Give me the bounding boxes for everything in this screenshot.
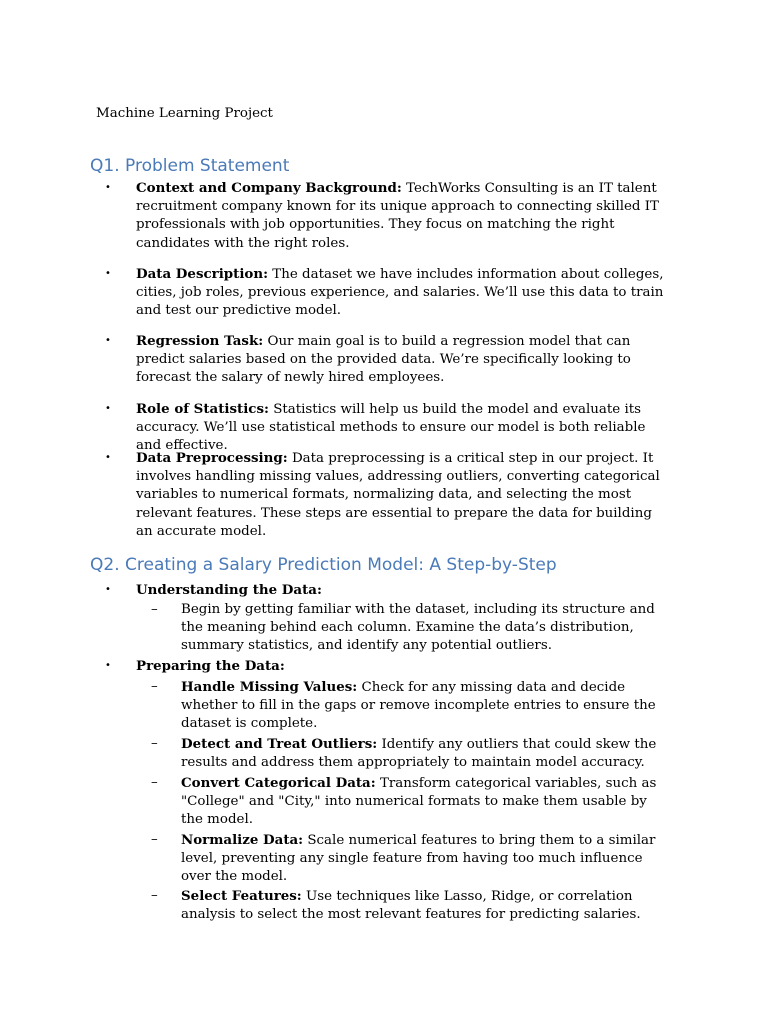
item-label: Handle Missing Values: [181, 679, 358, 695]
item-text: Scale numerical features to bring them to a similar level, preventing any single feature from having too much influence over the model. [181, 833, 656, 885]
dash-icon: – [151, 775, 158, 790]
list-item [105, 449, 672, 541]
list-item [105, 657, 672, 676]
item-text: Statistics will help us build the model and evaluate its accuracy. We’ll use statistical methods to ensure our model is both reliable and effective. [136, 402, 646, 454]
bullet-icon: • [105, 584, 111, 595]
list-item [105, 332, 672, 388]
item-label: Preparing the Data: [136, 658, 285, 674]
item-label: Data Preprocessing: [136, 450, 288, 466]
bullet-icon: • [105, 403, 111, 414]
dash-icon: – [151, 679, 158, 694]
item-text: Our main goal is to build a regression model that can predict salaries based on the provided data. We’re specifically looking to forecast the salary of newly hired employees. [136, 334, 631, 386]
document-title: Machine Learning Project [96, 106, 273, 121]
sub-list-item [151, 678, 671, 734]
dash-icon: – [151, 832, 158, 847]
item-text: The dataset we have includes information about colleges, cities, job roles, previous experience, and salaries. We’ll use this data to train and test our predictive model. [136, 267, 664, 319]
list-item [105, 581, 672, 600]
list-item [105, 179, 672, 253]
list-item [105, 400, 672, 456]
item-text: Data preprocessing is a critical step in our project. It involves handling missing values, addressing outliers, converting categorical variables to numerical formats, normalizing data, and selecting the most relevant features. These steps are essential to prepare the data for building an accurate model. [136, 451, 660, 539]
dash-icon: – [151, 888, 158, 903]
bullet-icon: • [105, 335, 111, 346]
dash-icon: – [151, 602, 158, 617]
item-text: Begin by getting familiar with the dataset, including its structure and the meaning behind each column. Examine the data’s distribution, summary statistics, and identify any potential outliers. [181, 602, 655, 654]
list-item [105, 265, 672, 321]
bullet-icon: • [105, 182, 111, 193]
q2-heading: Q2. Creating a Salary Prediction Model: A Step-by-Step [90, 555, 557, 575]
item-label: Understanding the Data: [136, 582, 322, 598]
dash-icon: – [151, 736, 158, 751]
sub-list-item [151, 831, 671, 887]
bullet-icon: • [105, 660, 111, 671]
sub-list-item [151, 601, 671, 656]
bullet-icon: • [105, 452, 111, 463]
item-text: Check for any missing data and decide whether to fill in the gaps or remove incomplete entries to ensure the dataset is complete. [181, 680, 656, 732]
item-label: Role of Statistics: [136, 401, 269, 417]
sub-list-item [151, 735, 671, 772]
item-label: Select Features: [181, 888, 302, 904]
item-label: Data Description: [136, 266, 269, 282]
item-label: Context and Company Background: [136, 180, 402, 196]
item-label: Detect and Treat Outliers: [181, 736, 378, 752]
item-text: Transform categorical variables, such as "College" and "City," into numerical formats to make them usable by the model. [181, 776, 657, 828]
item-text: TechWorks Consulting is an IT talent recruitment company known for its unique approach to connecting skilled IT professionals with job opportunities. They focus on matching the right candidates with the right roles. [136, 181, 659, 251]
sub-list-item [151, 887, 671, 924]
item-label: Normalize Data: [181, 832, 304, 848]
item-label: Convert Categorical Data: [181, 775, 376, 791]
item-text: Identify any outliers that could skew the results and address them appropriately to maintain model accuracy. [181, 737, 657, 771]
bullet-icon: • [105, 268, 111, 279]
sub-list-item [151, 774, 671, 830]
q1-heading: Q1. Problem Statement [90, 156, 290, 176]
item-label: Regression Task: [136, 333, 264, 349]
item-text: Use techniques like Lasso, Ridge, or correlation analysis to select the most relevant features for predicting salaries. [181, 889, 641, 923]
